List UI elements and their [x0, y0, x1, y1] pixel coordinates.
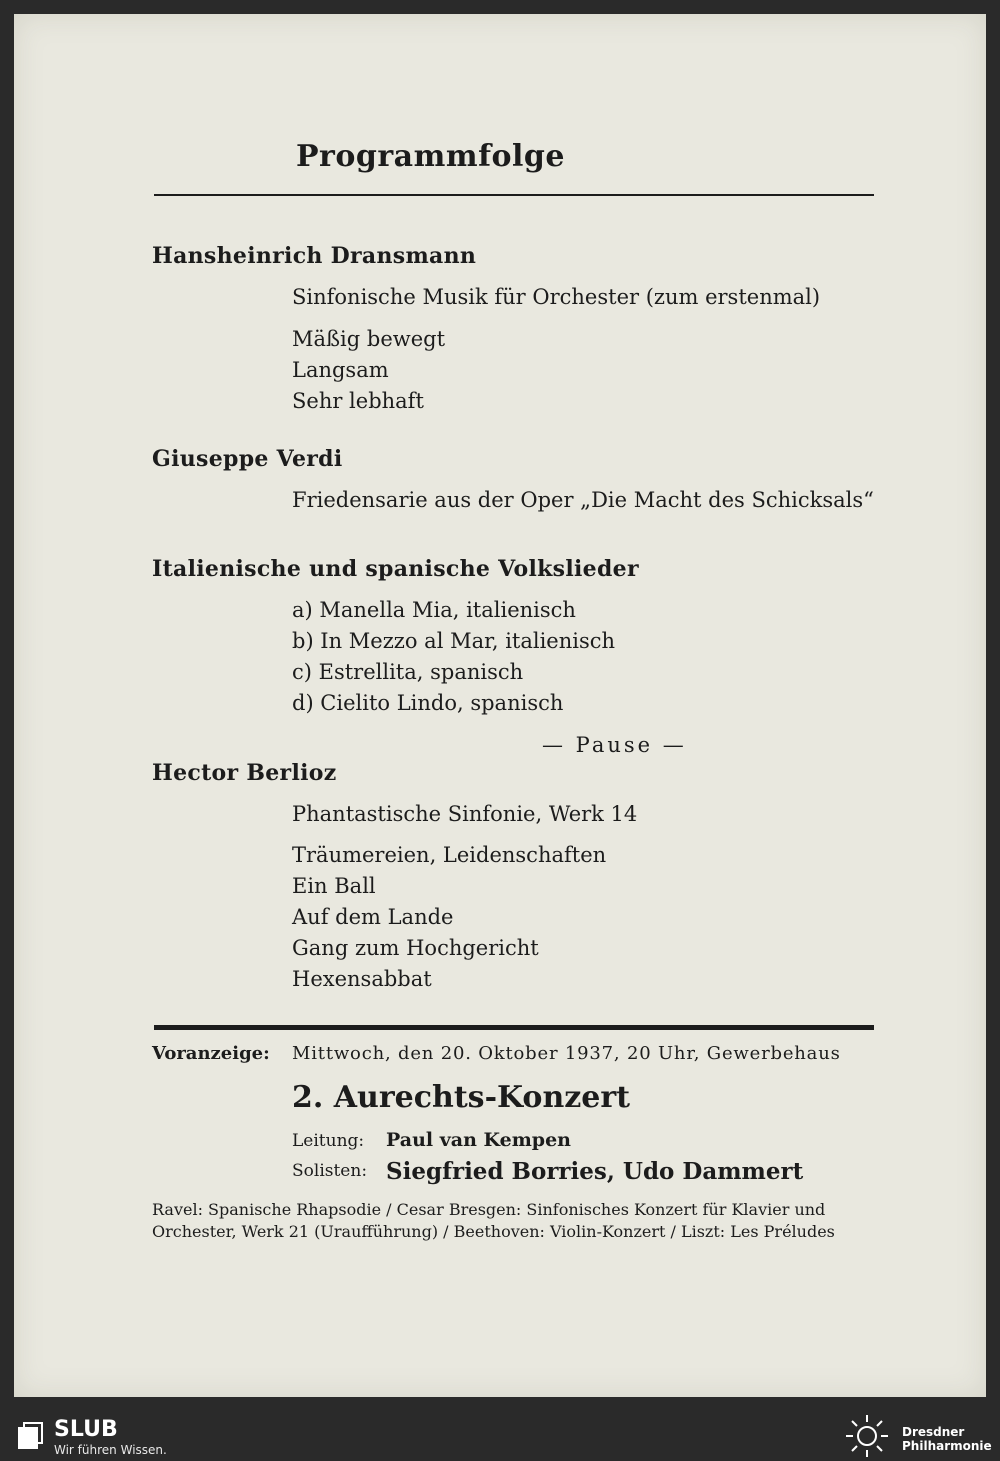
movement: Gang zum Hochgericht	[292, 936, 539, 960]
philharmonie-name-line1: Dresdner	[902, 1425, 965, 1439]
section-divider	[154, 1025, 874, 1030]
slub-tagline: Wir führen Wissen.	[54, 1443, 167, 1457]
movement: Sehr lebhaft	[292, 389, 424, 413]
philharmonie-name-line2: Philharmonie	[902, 1439, 992, 1453]
work-title: Phantastische Sinfonie, Werk 14	[292, 802, 638, 826]
program-page	[14, 14, 986, 1397]
movement: Langsam	[292, 358, 389, 382]
footer-bar	[0, 1411, 1000, 1461]
movement: Ein Ball	[292, 874, 376, 898]
soloists-names: Siegfried Borries, Udo Dammert	[386, 1158, 804, 1185]
page-title: Programmfolge	[296, 139, 565, 174]
announcement-repertoire: Ravel: Spanische Rhapsodie / Cesar Bresgen: Sinfonisches Konzert für Klavier und Orchester, Werk 21 (Uraufführung) / Beethoven: Violin-Konzert / Liszt: Les Préludes	[152, 1200, 835, 1241]
song-item: c) Estrellita, spanisch	[292, 660, 524, 684]
announcement-concert-title: 2. Aurechts-Konzert	[292, 1080, 631, 1115]
soloists-label: Solisten:	[292, 1161, 368, 1181]
conductor-name: Paul van Kempen	[386, 1129, 571, 1151]
movement: Auf dem Lande	[292, 905, 454, 929]
movement: Träumereien, Leidenschaften	[292, 843, 607, 867]
conductor-label: Leitung:	[292, 1131, 365, 1151]
composer-name: Hansheinrich Dransmann	[152, 243, 477, 269]
movement: Hexensabbat	[292, 967, 432, 991]
announcement-label: Voranzeige:	[152, 1043, 270, 1064]
composer-name: Hector Berlioz	[152, 760, 337, 786]
title-divider	[154, 194, 874, 196]
composer-name: Italienische und spanische Volkslieder	[152, 556, 639, 582]
announcement-date: Mittwoch, den 20. Oktober 1937, 20 Uhr, Gewerbehaus	[292, 1043, 841, 1064]
slub-logo-icon	[16, 1421, 44, 1451]
work-title: Friedensarie aus der Oper „Die Macht des Schicksals“	[292, 488, 874, 512]
composer-name: Giuseppe Verdi	[152, 446, 343, 472]
movement: Mäßig bewegt	[292, 327, 446, 351]
song-item: a) Manella Mia, italienisch	[292, 598, 576, 622]
slub-name: SLUB	[54, 1417, 118, 1442]
philharmonie-logo-icon	[842, 1413, 892, 1459]
song-item: b) In Mezzo al Mar, italienisch	[292, 629, 616, 653]
intermission-label: — Pause —	[542, 733, 687, 757]
work-title: Sinfonische Musik für Orchester (zum erstenmal)	[292, 285, 821, 309]
song-item: d) Cielito Lindo, spanisch	[292, 691, 564, 715]
